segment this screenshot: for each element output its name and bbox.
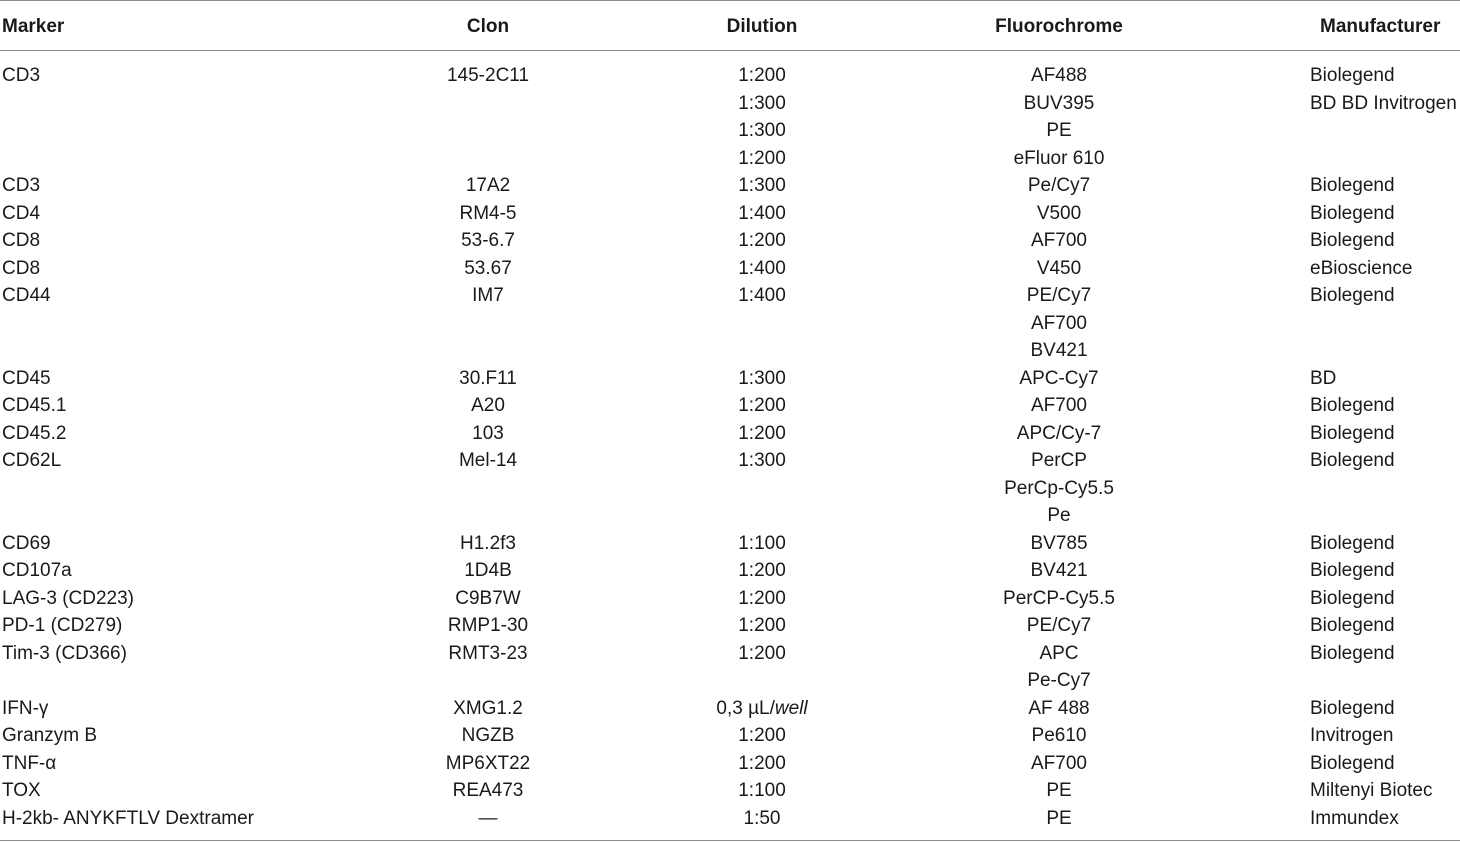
- cell-marker: CD45.2: [2, 422, 67, 444]
- cell-dilution: 1:400: [738, 202, 786, 224]
- cell-fluorochrome: PE/Cy7: [1026, 285, 1092, 306]
- table-row: [0, 447, 1460, 475]
- cell-clon: 30.F11: [459, 367, 517, 389]
- cell-fluorochrome: eFluor 610: [1013, 147, 1105, 169]
- cell-dilution: [716, 698, 807, 720]
- cell-dilution: 1:200: [738, 395, 786, 416]
- cell-clon: H1.2f3: [460, 532, 516, 554]
- table-row: [0, 777, 1460, 805]
- cell-fluorochrome: APC/Cy-7: [1016, 422, 1102, 444]
- header-dilution: Dilution: [726, 16, 798, 37]
- cell-manufacturer: Biolegend: [1310, 230, 1395, 251]
- cell-clon: 53-6.7: [461, 230, 515, 251]
- cell-manufacturer: Biolegend: [1310, 395, 1395, 416]
- cell-dilution: 1:200: [738, 560, 786, 581]
- cell-manufacturer: Biolegend: [1310, 560, 1395, 581]
- cell-fluorochrome: BV785: [1030, 532, 1088, 554]
- header-marker: Marker: [2, 16, 65, 37]
- cell-marker: Granzym B: [2, 725, 98, 746]
- cell-fluorochrome: Pe: [1047, 505, 1071, 526]
- cell-marker: CD4: [2, 202, 41, 224]
- table-row: [0, 200, 1460, 228]
- cell-dilution: 1:200: [738, 725, 786, 746]
- cell-manufacturer: Biolegend: [1310, 422, 1395, 444]
- table-row: [0, 612, 1460, 640]
- cell-manufacturer: Miltenyi Biotec: [1310, 780, 1433, 801]
- cell-marker: TNF-α: [2, 752, 57, 774]
- table-row: [0, 695, 1460, 723]
- cell-dilution: 1:300: [738, 367, 786, 389]
- cell-fluorochrome: BV421: [1030, 560, 1088, 581]
- cell-dilution: 1:400: [738, 257, 786, 279]
- table-row: [0, 90, 1460, 118]
- cell-fluorochrome: BUV395: [1023, 92, 1095, 114]
- cell-fluorochrome: Pe610: [1031, 725, 1087, 746]
- cell-marker: CD45.1: [2, 395, 67, 416]
- cell-fluorochrome: AF700: [1031, 230, 1087, 251]
- cell-fluorochrome: PE: [1046, 807, 1072, 829]
- cell-fluorochrome: Pe-Cy7: [1027, 670, 1091, 691]
- dilution-unit: well: [774, 697, 808, 719]
- cell-manufacturer: Biolegend: [1310, 532, 1395, 554]
- cell-dilution: 1:200: [738, 587, 786, 609]
- cell-manufacturer: Biolegend: [1310, 587, 1395, 609]
- table-row: [0, 227, 1460, 255]
- cell-dilution: 1:200: [738, 230, 786, 251]
- header-fluorochrome: Fluorochrome: [995, 16, 1123, 37]
- cell-marker: CD44: [2, 285, 51, 306]
- cell-fluorochrome: AF700: [1031, 752, 1087, 774]
- cell-manufacturer: BD BD Invitrogen: [1310, 92, 1457, 114]
- cell-clon: RMP1-30: [447, 615, 529, 636]
- table-row: [0, 475, 1460, 503]
- cell-dilution: 1:50: [743, 807, 781, 829]
- table-header-row: [0, 0, 1460, 50]
- cell-manufacturer: Immundex: [1310, 807, 1399, 829]
- cell-marker: CD69: [2, 532, 51, 554]
- cell-dilution: 1:300: [738, 175, 786, 196]
- cell-dilution: 1:300: [738, 450, 786, 471]
- cell-fluorochrome: AF 488: [1028, 697, 1090, 719]
- table-row: [0, 420, 1460, 448]
- cell-marker: CD62L: [2, 450, 62, 471]
- cell-manufacturer: eBioscience: [1310, 257, 1413, 279]
- dilution-amount: 0,3 µL/: [716, 697, 775, 719]
- cell-manufacturer: Biolegend: [1310, 175, 1395, 196]
- cell-manufacturer: Biolegend: [1310, 642, 1395, 664]
- cell-fluorochrome: PerCP: [1031, 450, 1087, 471]
- cell-manufacturer: Biolegend: [1310, 285, 1395, 306]
- cell-clon: —: [478, 807, 498, 829]
- cell-marker: CD3: [2, 65, 41, 86]
- cell-dilution: 1:200: [738, 615, 786, 636]
- cell-fluorochrome: APC: [1039, 642, 1079, 664]
- table-row: [0, 722, 1460, 750]
- cell-clon: C9B7W: [455, 587, 521, 609]
- cell-fluorochrome: PE: [1046, 780, 1072, 801]
- cell-clon: MP6XT22: [445, 752, 531, 774]
- cell-manufacturer: Biolegend: [1310, 615, 1395, 636]
- cell-clon: Mel-14: [458, 450, 518, 471]
- cell-fluorochrome: APC-Cy7: [1019, 367, 1099, 389]
- cell-marker: PD-1 (CD279): [2, 615, 123, 636]
- table-row: [0, 392, 1460, 420]
- cell-clon: 1D4B: [464, 560, 512, 581]
- table-row: [0, 255, 1460, 283]
- table-row: [0, 585, 1460, 613]
- cell-clon: 103: [472, 422, 504, 444]
- cell-fluorochrome: AF700: [1031, 312, 1087, 334]
- table-row: [0, 557, 1460, 585]
- table-row: [0, 282, 1460, 310]
- table-row: [0, 640, 1460, 668]
- cell-manufacturer: Biolegend: [1310, 450, 1395, 471]
- cell-fluorochrome: V450: [1036, 257, 1082, 279]
- cell-fluorochrome: BV421: [1030, 340, 1088, 361]
- cell-clon: RMT3-23: [448, 642, 528, 664]
- table-row: [0, 337, 1460, 365]
- cell-fluorochrome: PE/Cy7: [1026, 615, 1092, 636]
- cell-dilution: 1:200: [738, 422, 786, 444]
- header-clon: Clon: [466, 16, 510, 37]
- cell-dilution: 1:100: [738, 780, 786, 801]
- cell-clon: 53.67: [464, 257, 512, 279]
- table-row: [0, 805, 1460, 833]
- cell-manufacturer: Biolegend: [1310, 202, 1395, 224]
- cell-dilution: 1:400: [738, 285, 786, 306]
- cell-dilution: 1:200: [738, 642, 786, 664]
- cell-marker: CD3: [2, 175, 41, 196]
- cell-manufacturer: Biolegend: [1310, 697, 1395, 719]
- cell-marker: IFN-γ: [2, 697, 49, 719]
- table-row: [0, 530, 1460, 558]
- header-manufacturer: Manufacturer: [1320, 16, 1441, 37]
- cell-marker: H-2kb- ANYKFTLV Dextramer: [2, 807, 254, 829]
- cell-fluorochrome: PE: [1046, 120, 1072, 141]
- cell-clon: 145-2C11: [446, 65, 530, 86]
- cell-marker: CD45: [2, 367, 51, 389]
- cell-manufacturer: BD: [1310, 367, 1337, 389]
- table-row: [0, 750, 1460, 778]
- table-row: [0, 117, 1460, 145]
- table-row: [0, 145, 1460, 173]
- cell-marker: Tim-3 (CD366): [2, 642, 127, 664]
- cell-clon: A20: [471, 395, 505, 416]
- cell-marker: CD107a: [2, 560, 72, 581]
- table-row: [0, 502, 1460, 530]
- table-row: [0, 62, 1460, 90]
- cell-dilution: 1:200: [738, 147, 786, 169]
- cell-manufacturer: Biolegend: [1310, 752, 1395, 774]
- cell-fluorochrome: Pe/Cy7: [1027, 175, 1091, 196]
- cell-marker: CD8: [2, 230, 41, 251]
- table-row: [0, 172, 1460, 200]
- cell-clon: NGZB: [461, 725, 515, 746]
- cell-clon: REA473: [452, 780, 524, 801]
- cell-dilution: 1:300: [738, 92, 786, 114]
- cell-fluorochrome: V500: [1036, 202, 1082, 224]
- table-header-rule: [0, 50, 1460, 51]
- cell-dilution: 1:100: [738, 532, 786, 554]
- cell-manufacturer: Invitrogen: [1310, 725, 1394, 746]
- cell-fluorochrome: AF700: [1031, 395, 1087, 416]
- table-row: [0, 310, 1460, 338]
- table-row: [0, 667, 1460, 695]
- cell-clon: RM4-5: [459, 202, 517, 224]
- table-row: [0, 365, 1460, 393]
- cell-clon: 17A2: [465, 175, 511, 196]
- cell-manufacturer: Biolegend: [1310, 65, 1395, 86]
- cell-dilution: 1:200: [738, 65, 786, 86]
- cell-dilution: 1:200: [738, 752, 786, 774]
- cell-fluorochrome: PerCp-Cy5.5: [1004, 477, 1114, 499]
- cell-fluorochrome: PerCP-Cy5.5: [1003, 587, 1115, 609]
- cell-marker: LAG-3 (CD223): [2, 587, 134, 609]
- cell-marker: TOX: [2, 780, 41, 801]
- cell-clon: IM7: [472, 285, 504, 306]
- cell-fluorochrome: AF488: [1031, 65, 1087, 86]
- table-body: [0, 62, 1460, 832]
- cell-clon: XMG1.2: [453, 697, 523, 719]
- cell-marker: CD8: [2, 257, 41, 279]
- cell-dilution: 1:300: [738, 120, 786, 141]
- table-bottom-rule: [0, 840, 1460, 841]
